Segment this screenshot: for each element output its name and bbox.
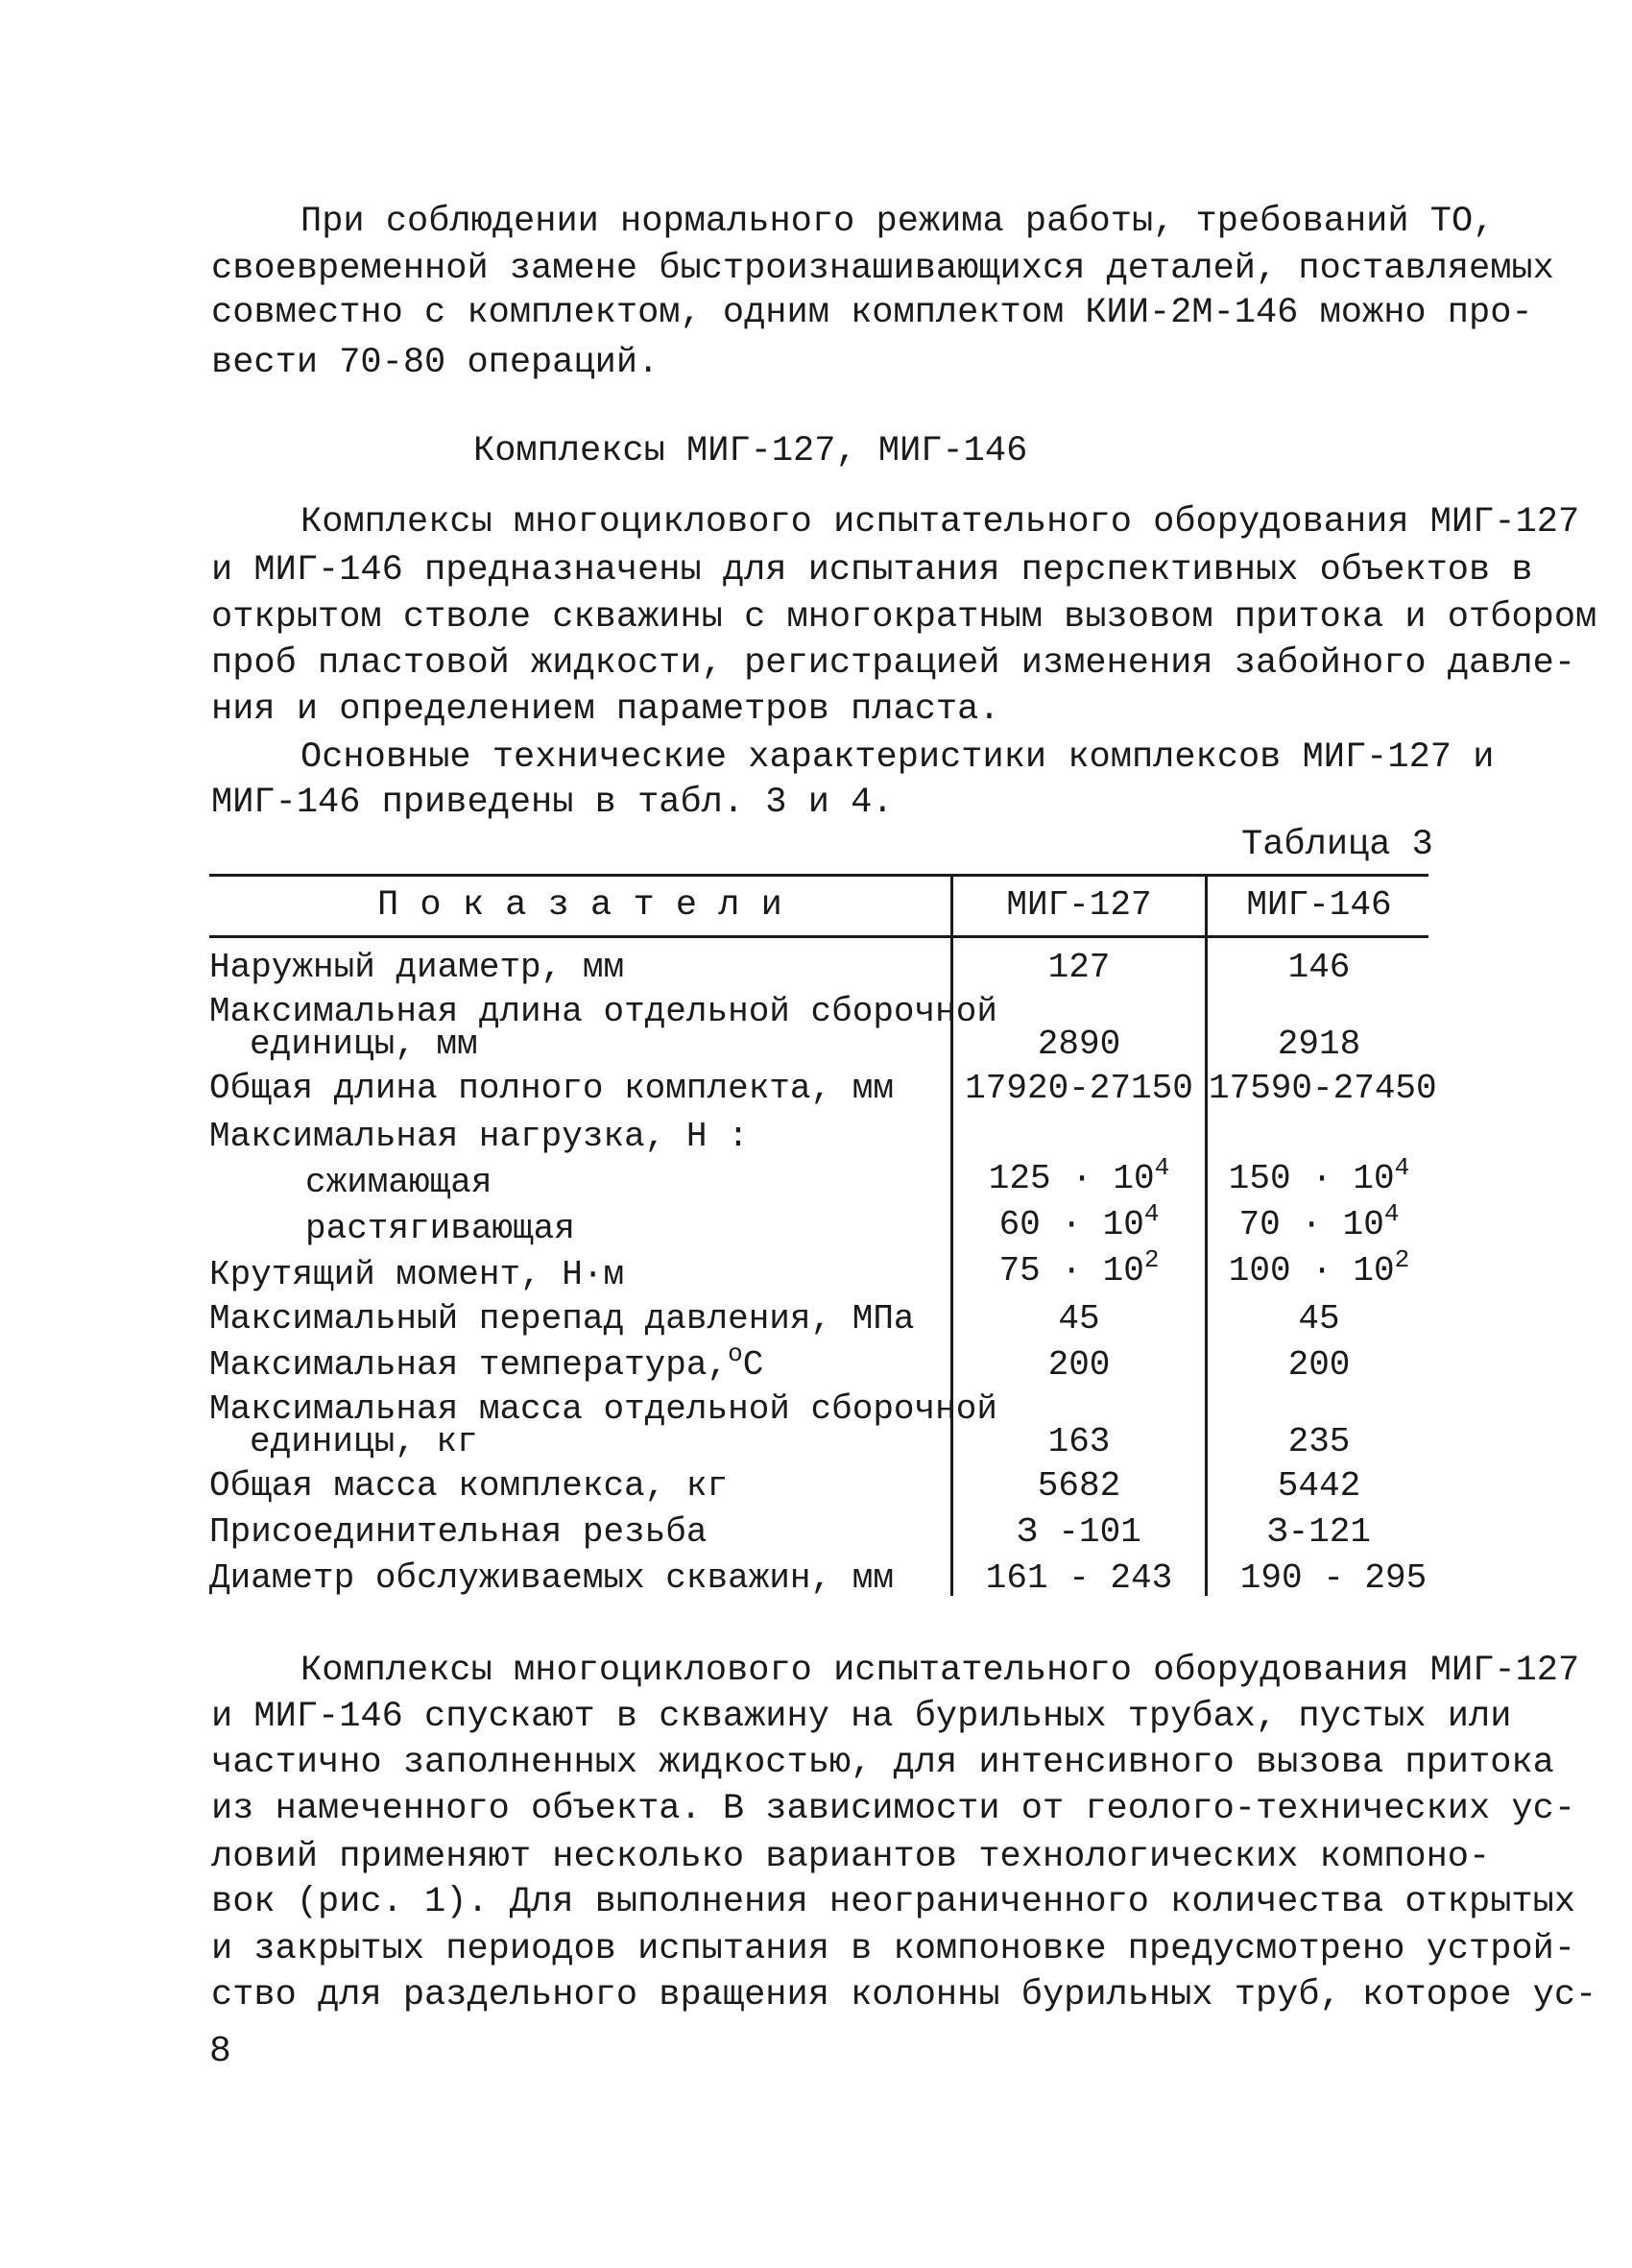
table-row-label: Максимальный перепад давления, МПа [209,1299,915,1339]
table-caption: Таблица 3 [1241,825,1433,865]
table-row-label [209,1339,764,1385]
table-row-label-cont: единицы, мм [250,1025,478,1064]
table-row-label: Диаметр обслуживаемых скважин, мм [209,1558,894,1598]
table-cell-mig127: 161 - 243 [985,1558,1173,1598]
table-row-label-cont: единицы, кг [250,1422,478,1461]
table-cell-mig146: 235 [1287,1422,1351,1461]
table-cell-mig127: 17920-27150 [965,1069,1193,1108]
table-cell-mig127: 45 [1058,1299,1100,1339]
para1-line-1: При соблюдении нормального режима работы, требований ТО, [300,202,1495,242]
para3-line-7: и закрытых периодов испытания в компоновке предусмотрено устрой- [211,1929,1576,1969]
table-cell-mig127: 2890 [1037,1025,1121,1064]
para3-line-5: ловий применяют несколько вариантов технологических компоно- [211,1837,1491,1877]
table-cell-mig146 [1209,1199,1429,1244]
table-row-label: Максимальная нагрузка, Н : [209,1117,749,1156]
table-row-label: сжимающая [305,1163,492,1202]
para1-line-4: вести 70-80 операций. [211,343,660,383]
table-cell-mig127: З -101 [1017,1512,1141,1552]
para3-line-4: из намеченного объекта. В зависимости от геолого-технических ус- [211,1789,1576,1829]
section-title: Комплексы МИГ-127, МИГ-146 [473,431,1028,471]
cell-base: 60 · 10 [998,1205,1144,1244]
label-tail: C [742,1345,764,1385]
para3-line-1: Комплексы многоциклового испытательного оборудования МИГ-127 [300,1651,1580,1691]
para2-line-2: и МИГ-146 предназначены для испытания перспективных объектов в [211,550,1533,591]
cell-base: 125 · 10 [988,1159,1155,1198]
table-header-rule [209,935,1428,938]
para2-line-3: открытом стволе скважины с многократным вызовом притока и отбором [211,597,1597,638]
degree-sup: o [728,1339,743,1368]
cell-base: 75 · 10 [998,1251,1144,1291]
cell-base: 70 · 10 [1238,1205,1384,1244]
table-col-divider-1 [950,874,953,1596]
table-cell-mig127 [954,1245,1204,1291]
table-cell-mig146: 45 [1298,1299,1340,1339]
para3-line-6: вок (рис. 1). Для выполнения неограниченного количества открытых [211,1882,1576,1922]
para2-line-7: МИГ-146 приведены в табл. 3 и 4. [211,783,894,823]
table-cell-mig146: 5442 [1277,1466,1361,1506]
para1-line-2: своевременной замене быстроизнашивающихся деталей, поставляемых [211,249,1554,289]
label-base: Максимальная температура, [209,1345,729,1385]
cell-base: 100 · 10 [1228,1251,1395,1291]
table-row-label: Максимальная масса отдельной сборочной [209,1389,997,1429]
table-cell-mig146: 200 [1287,1345,1351,1385]
table-row-label: Максимальная длина отдельной сборочной [209,992,997,1031]
table-row-label: Общая длина полного комплекта, мм [209,1069,894,1108]
table-cell-mig146: 190 - 295 [1239,1558,1428,1598]
table-row-label: Наружный диаметр, мм [209,948,625,987]
para2-line-1: Комплексы многоциклового испытательного оборудования МИГ-127 [300,502,1580,543]
table-cell-mig146: 17590-27450 [1209,1069,1437,1108]
table-row-label: Присоединительная резьба [209,1512,708,1552]
table-cell-mig127 [954,1199,1204,1244]
cell-exponent: 2 [1394,1245,1410,1274]
table-cell-mig146 [1209,1153,1429,1198]
cell-base: 150 · 10 [1228,1159,1395,1198]
table-header-mig127: МИГ-127 [1006,885,1152,925]
table-row-label: Крутящий момент, Н·м [209,1255,625,1294]
para2-line-4: проб пластовой жидкости, регистрацией изменения забойного давле- [211,643,1576,684]
para2-line-5: ния и определением параметров пласта. [211,689,1000,730]
table-top-rule [209,874,1428,877]
table-cell-mig127: 200 [1047,1345,1111,1385]
table-cell-mig127: 163 [1047,1422,1111,1461]
para2-line-6: Основные технические характеристики комплексов МИГ-127 и [300,737,1495,778]
cell-exponent: 2 [1143,1245,1160,1274]
para3-line-8: ство для раздельного вращения колонны бурильных труб, которое ус- [211,1975,1597,2015]
table-cell-mig127 [954,1153,1204,1198]
table-header-indicators: П о к а з а т е л и [377,885,782,926]
table-cell-mig127: 127 [1047,948,1111,987]
table-col-divider-2 [1205,874,1208,1596]
cell-exponent: 4 [1143,1199,1160,1228]
table-header-mig146: МИГ-146 [1246,885,1392,925]
para3-line-3: частично заполненных жидкостью, для интенсивного вызова притока [211,1743,1554,1783]
table-row-label: растягивающая [305,1209,575,1248]
cell-exponent: 4 [1154,1153,1170,1182]
cell-exponent: 4 [1394,1153,1410,1182]
table-cell-mig146 [1209,1245,1429,1291]
table-cell-mig146: 2918 [1277,1025,1361,1064]
page-number: 8 [209,2031,231,2072]
table-row-label: Общая масса комплекса, кг [209,1466,729,1506]
table-cell-mig127: 5682 [1037,1466,1121,1506]
table-cell-mig146: 146 [1287,948,1351,987]
para1-line-3: совместно с комплектом, одним комплектом КИИ-2М-146 можно про- [211,293,1533,333]
table-cell-mig146: З-121 [1266,1512,1372,1552]
cell-exponent: 4 [1383,1199,1400,1228]
para3-line-2: и МИГ-146 спускают в скважину на бурильных трубах, пустых или [211,1697,1512,1737]
